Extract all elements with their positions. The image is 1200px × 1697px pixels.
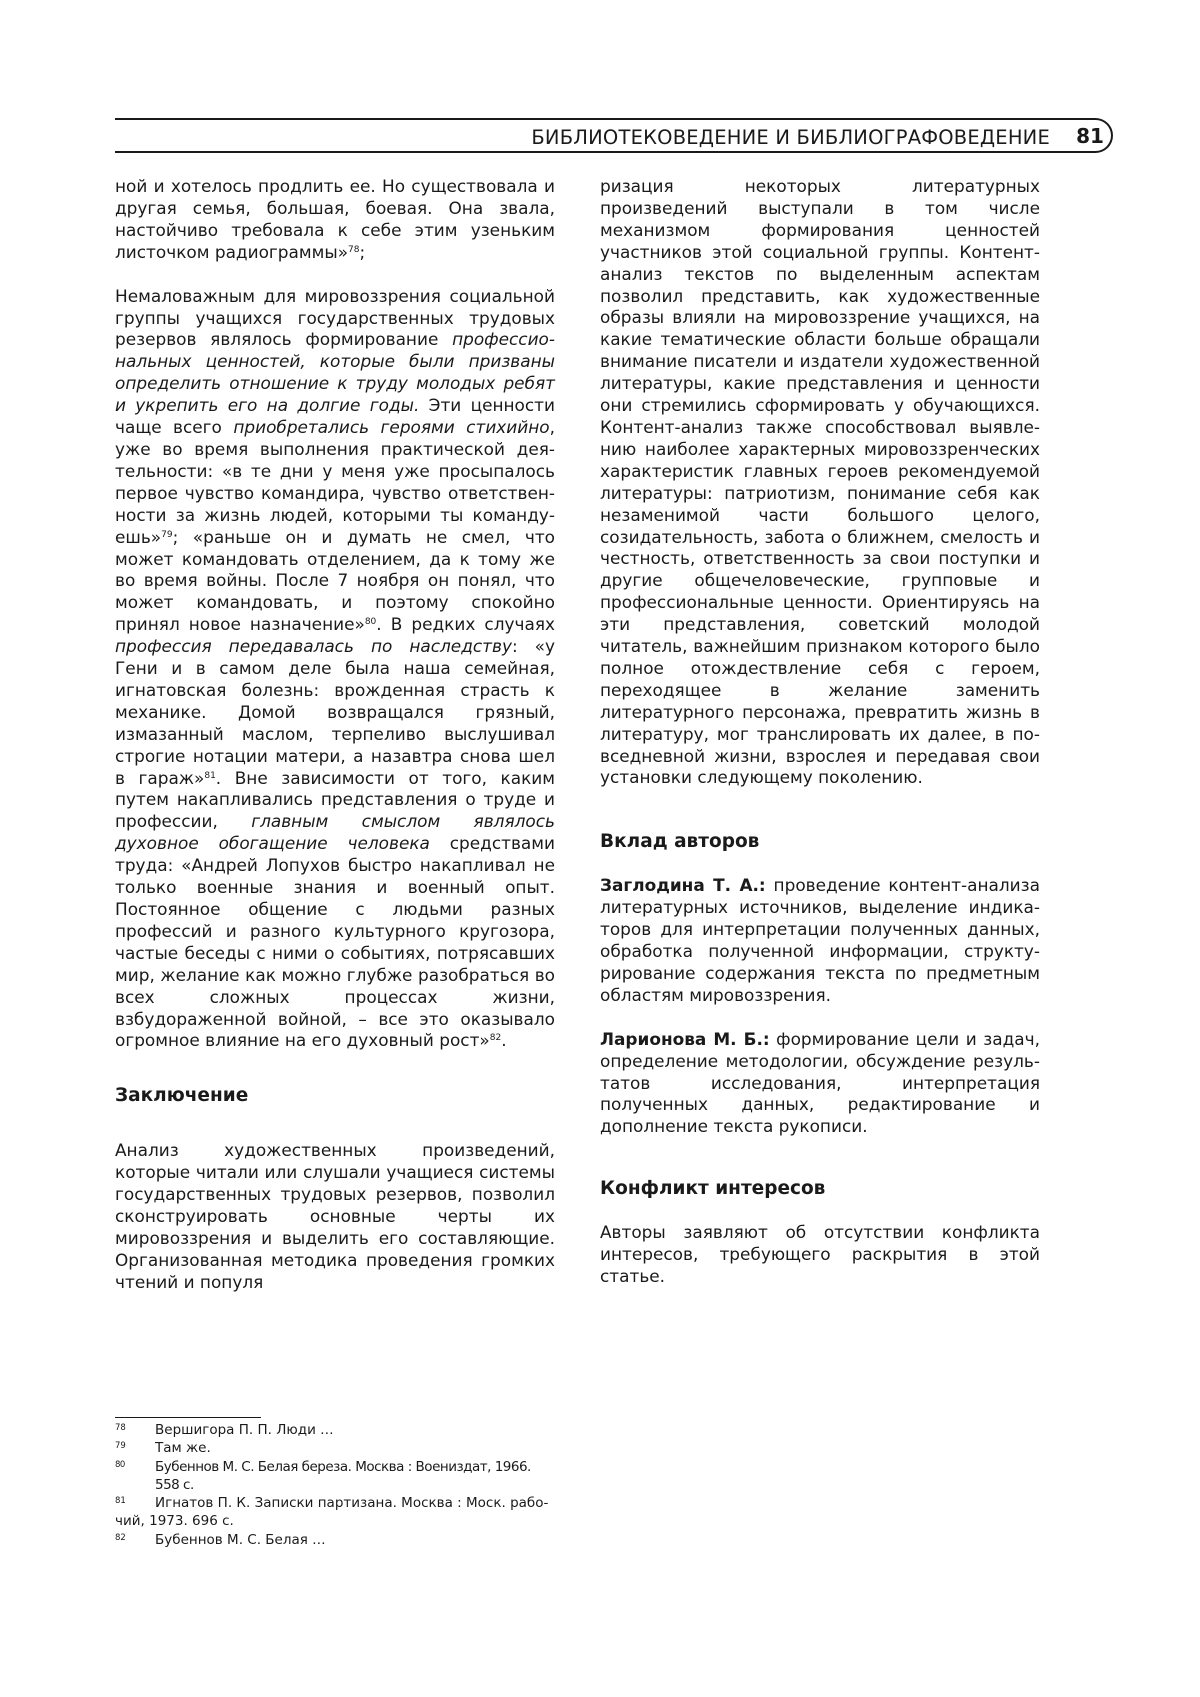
footnote-79: 79 Там же. xyxy=(115,1439,555,1457)
running-header xyxy=(115,118,1130,152)
footnote-ref-78: 78 xyxy=(348,245,359,255)
page-number: 81 xyxy=(1075,124,1105,148)
contribution-larionova: Ларионова М. Б.: формирование цели и задач, определение методологии, обсуждение резуль­татов исследования, интерпретация полученных данных, редактирование и дополнение текста рукописи. xyxy=(600,1029,1040,1139)
paragraph-conclusion-continued: ризация некоторых литературных произведений выступали в том числе механизмом формирования ценностей участников этой социальной группы. Контент-анализ текстов по выделенным аспек­там позволил представить, как художественные образы влияли на мировоззрение учащихся, на какие тематические области больше обращали внимание писатели и издатели художественной литературы, какие представления и ценности они стремились сформировать у обучающихся. Контент-анализ также способствовал выявле­нию наиболее характерных мировоззренческих характеристик главных героев рекомендуемой литературы: патриотизм, понимание себя как незаменимой части большого целого, созидатель­ность, забота о ближнем, смелость и честность, ответственность за свои поступки и другие обще­человеческие, групповые и профессиональные ценности. Ориентируясь на эти представления, советский молодой читатель, важнейшим при­знаком которого было полное отождествление себя с героем, переходящее в желание заменить литературного персонажа, превратить жизнь в литературу, мог транслировать их далее, в по­вседневной жизни, взрослея и передавая свои установки следующему поколению. xyxy=(600,176,1040,789)
paragraph-conflict-of-interest: Авторы заявляют об отсутствии конфликта инте­ресов, требующего раскрытия в этой статье. xyxy=(600,1222,1040,1288)
section-title: БИБЛИОТЕКОВЕДЕНИЕ И БИБЛИОГРАФОВЕДЕНИЕ xyxy=(531,126,1050,149)
footnote-ref-79: 79 xyxy=(161,530,172,540)
left-column xyxy=(115,176,555,1294)
footnote-ref-80: 80 xyxy=(365,617,376,627)
footnotes xyxy=(115,1417,555,1549)
right-column xyxy=(600,176,1040,1288)
footnote-81: 81 Игнатов П. К. Записки партизана. Москва : Моск. рабо­чий, 1973. 696 с. xyxy=(115,1494,555,1531)
footnote-78: 78 Вершигора П. П. Люди … xyxy=(115,1421,555,1439)
header-rule-bottom xyxy=(115,151,1095,153)
heading-conflict-of-interest: Конфликт интересов xyxy=(600,1178,1040,1200)
heading-conclusion: Заключение xyxy=(115,1085,555,1107)
heading-author-contributions: Вклад авторов xyxy=(600,831,1040,853)
footnote-ref-81: 81 xyxy=(204,771,215,781)
footnote-separator xyxy=(115,1417,261,1418)
footnote-82: 82 Бубеннов М. С. Белая … xyxy=(115,1531,555,1549)
footnote-80: 80 Бубеннов М. С. Белая береза. Москва : Воениздат, 1966. 558 с. xyxy=(115,1458,555,1495)
paragraph-quote-end: ной и хотелось продлить ее. Но существовала и другая семья, большая, боевая. Она звала, настойчиво требовала к себе этим узеньким листочком радиограммы»78; xyxy=(115,176,555,264)
paragraph-conclusion: Анализ художественных произведений, которые читали или слушали учащиеся системы государ­ственных трудовых резервов, позволил скон­струировать основные черты их мировоззрения и выделить его составляющие. Организованная методика проведения громких чтений и популя­ xyxy=(115,1140,555,1293)
footnote-ref-82: 82 xyxy=(490,1033,501,1043)
paragraph-professional-values: Немаловажным для мировоззрения социальной группы учащихся государственных трудовых резервов являлось формирование профессио­нальных ценностей, которые были призваны определить отношение к труду молодых ребят и укрепить его на долгие годы. Эти ценности чаще всего приобретались героями стихийно, уже во время выполнения практической дея­тельности: «в те дни у меня уже просыпалось первое чувство командира, чувство ответствен­ности за жизнь людей, которыми ты команду­ешь»79; «раньше он и думать не смел, что может командовать отделением, да к тому же во время войны. После 7 ноября он понял, что может командовать, и поэтому спокойно принял новое назначение»80. В редких случаях профессия передавалась по наследству: «у Гени и в самом деле была наша семейная, игнатовская болезнь: врожденная страсть к механике. Домой возвра­щался грязный, измазанный маслом, терпеливо выслушивал строгие нотации матери, а назавтра снова шел в гараж»81. Вне зависимости от того, каким путем накапливались представления о труде и профессии, главным смыслом являлось духовное обогащение человека средствами труда: «Андрей Лопухов быстро накапливал не только военные знания и военный опыт. Постоянное общение с людьми разных профессий и разного культурного кругозора, частые беседы с ними о событиях, потрясавших мир, желание как можно глубже разобраться во всех сложных процессах жизни, взбудораженной войной, – все это оказывало огромное влияние на его духовный рост»82. xyxy=(115,286,555,1053)
contribution-zaglodina: Заглодина Т. А.: проведение контент-анализа литературных источников, выделение индика­торов для интерпретации полученных данных, обработка полученной информации, структу­рирование содержания текста по предметным областям мировоззрения. xyxy=(600,875,1040,1006)
header-rule-top xyxy=(115,118,1095,120)
